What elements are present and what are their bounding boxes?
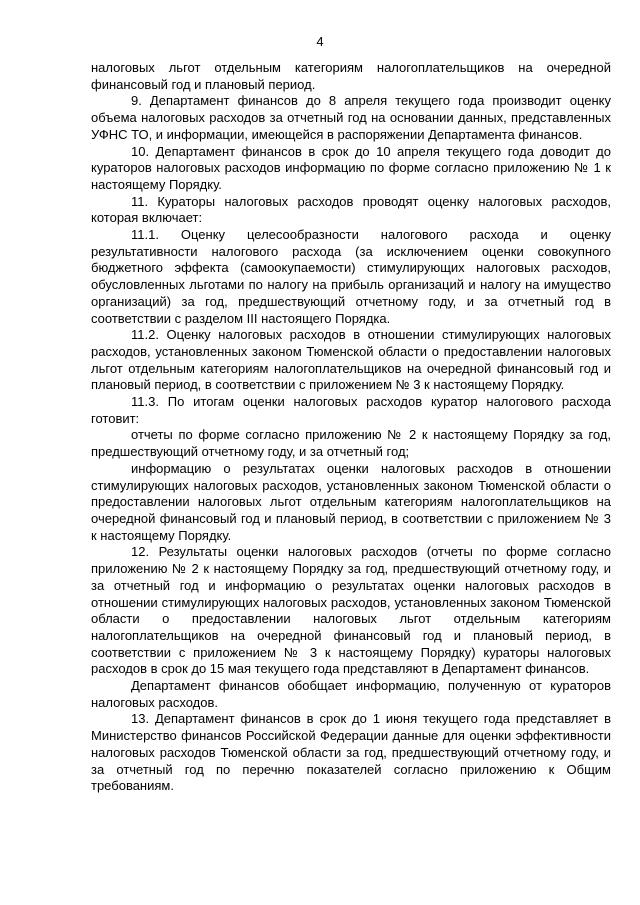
paragraph-continuation: налоговых льгот отдельным категориям налогоплательщиков на очередной финансовый год и плановый период. [91, 60, 611, 92]
paragraph-11-2: 11.2. Оценку налоговых расходов в отношении стимулирующих налоговых расходов, установленных законом Тюменской области о предоставлении налоговых льгот отдельным категориям налогоплательщиков на очередной финансовый год и плановый период, в соответствии с приложением № 3 к настоящему Порядку. [91, 327, 611, 393]
paragraph-11-1: 11.1. Оценку целесообразности налогового расхода и оценку результативности налогового расхода (за исключением оценки совокупного бюджетного эффекта (самоокупаемости) стимулирующих налоговых расходов, обусловленных льготами по налогу на прибыль организаций и налогу на имущество организаций) за год, предшествующий отчетному году, и за отчетный год в соответствии с разделом III настоящего Порядка. [91, 227, 611, 326]
paragraph-12: 12. Результаты оценки налоговых расходов (отчеты по форме согласно приложению № 2 к настоящему Порядку за год, предшествующий отчетному году, и за отчетный год и информацию о результатах оценки налоговых расходов в отношении стимулирующих налоговых расходов, установленных законом Тюменской области о предоставлении налоговых льгот отдельным категориям налогоплательщиков на очередной финансовый год и плановый период, в соответствии с приложением № 3 к настоящему Порядку) кураторы налоговых расходов в срок до 15 мая текущего года представляют в Департамент финансов. [91, 544, 611, 677]
paragraph-12-summary: Департамент финансов обобщает информацию, полученную от кураторов налоговых расходов. [91, 678, 611, 710]
paragraph-9: 9. Департамент финансов до 8 апреля текущего года производит оценку объема налоговых расходов за отчетный год на основании данных, представленных УФНС ТО, и информации, имеющейся в распоряжении Департамента финансов. [91, 93, 611, 142]
paragraph-13: 13. Департамент финансов в срок до 1 июня текущего года представляет в Министерство финансов Российской Федерации данные для оценки эффективности налоговых расходов Тюменской области за год, предшествующий отчетному году, и за отчетный год по перечню показателей согласно приложению к Общим требованиям. [91, 711, 611, 794]
paragraph-11: 11. Кураторы налоговых расходов проводят оценку налоговых расходов, которая включает: [91, 193, 611, 226]
paragraph-10: 10. Департамент финансов в срок до 10 апреля текущего года доводит до кураторов налоговых расходов информацию по форме согласно приложению № 1 к настоящему Порядку. [91, 143, 611, 192]
paragraph-11-3: 11.3. По итогам оценки налоговых расходов куратор налогового расхода готовит: [91, 394, 611, 426]
paragraph-11-3-reports: отчеты по форме согласно приложению № 2 к настоящему Порядку за год, предшествующий отчетному году, и за отчетный год; [91, 427, 611, 460]
page-number: 4 [316, 34, 324, 49]
document-body [91, 60, 611, 795]
paragraph-11-3-information: информацию о результатах оценки налоговых расходов в отношении стимулирующих налоговых расходов, установленных законом Тюменской области о предоставлении налоговых льгот отдельным категориям налогоплательщиков на очередной финансовый год и плановый период, в соответствии с приложением № 3 к настоящему Порядку. [91, 460, 611, 543]
